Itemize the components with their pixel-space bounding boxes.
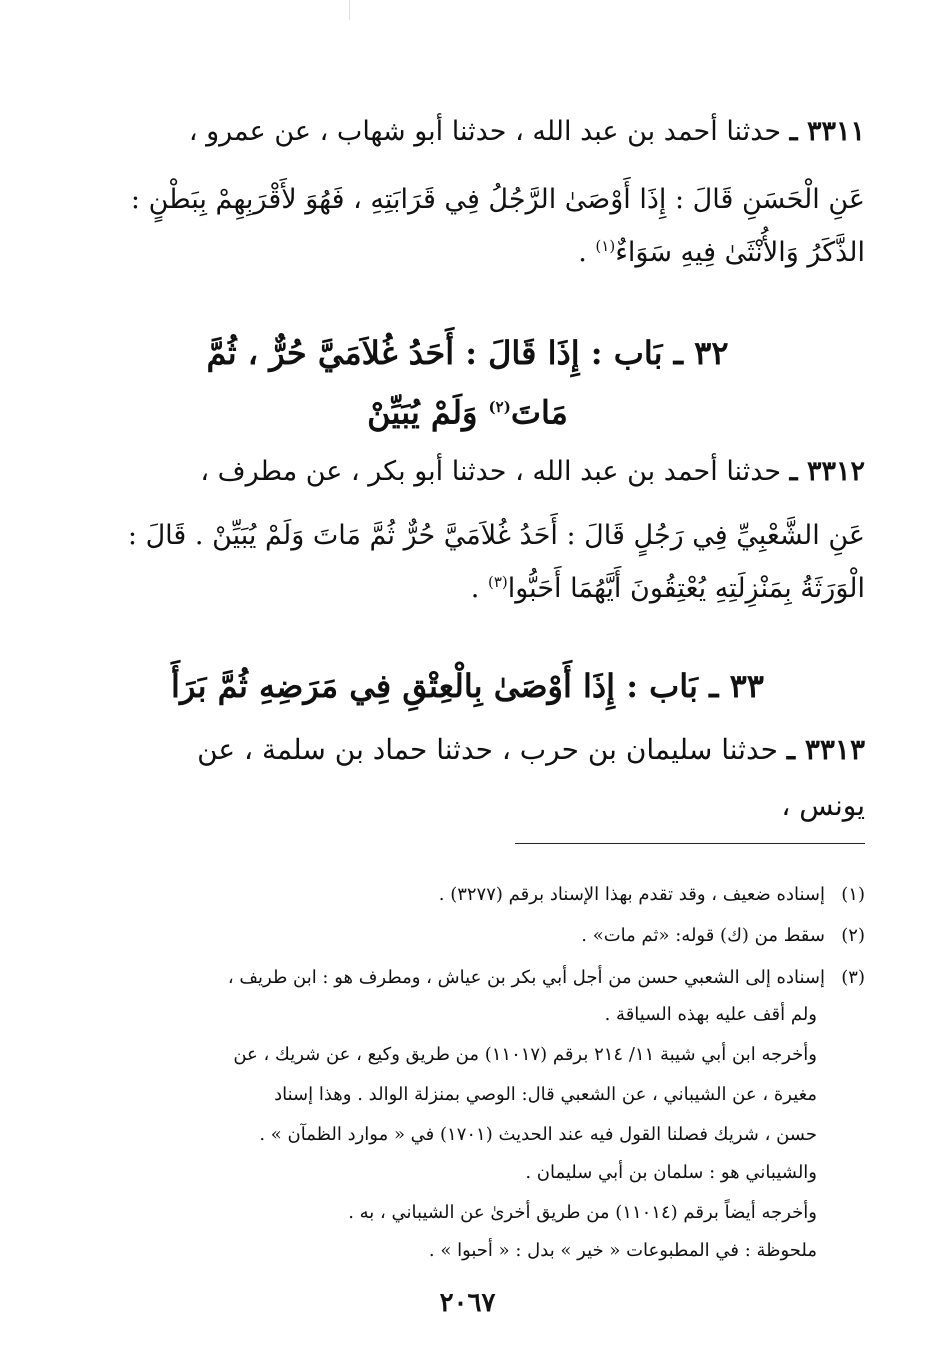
footnote-text: وأخرجه أيضاً برقم (١١٠١٤) من طريق أخرىٰ عن الشيباني ، به .: [348, 1202, 817, 1223]
hadith-matn: الذَّكَرُ وَالأُنْثَىٰ فِيهِ سَوَاءٌ: [615, 237, 865, 268]
footnote-text: وأخرجه ابن أبي شيبة ١١/ ٢١٤ برقم (١١٠١٧) من طريق وكيع ، عن شريك ، عن: [233, 1044, 817, 1065]
hadith-matn: عَنِ الشَّعْبِيِّ فِي رَجُلٍ قَالَ : أَحَدُ غُلاَمَيَّ حُرٌّ ثُمَّ مَاتَ وَلَمْ يُبَيِّنْ . قَالَ :: [127, 520, 865, 551]
hadith-number: ٣٣١٣ ـ: [786, 733, 865, 766]
footnote-3-line: [67, 1158, 817, 1187]
chapter-title: مَاتَ: [510, 393, 568, 432]
hadith-isnad: حدثنا أحمد بن عبد الله ، حدثنا أبو شهاب ، عن عمرو ،: [188, 116, 782, 147]
chapter-heading-32: [70, 330, 865, 376]
hadith-3313-isnad-line: [65, 730, 865, 770]
footnote-text: مغيرة ، عن الشيباني ، عن الشعبي قال: الوصي بمنزلة الوالد . وهذا إسناد: [274, 1084, 817, 1105]
scan-mark: [349, 0, 350, 20]
hadith-isnad: يونس ،: [781, 789, 865, 822]
footnote-text: ولم أقف عليه بهذه السياقة .: [604, 1004, 817, 1025]
chapter-title: ٣٣ ـ بَاب : إِذَا أَوْصَىٰ بِالْعِتْقِ فِي مَرَضِهِ ثُمَّ بَرَأَ: [171, 667, 764, 705]
footnote-3-line: [67, 1236, 817, 1265]
hadith-number: ٣٣١١ ـ: [789, 116, 865, 147]
footnote-number: (١): [841, 884, 865, 905]
footnote-text: إسناده ضعيف ، وقد تقدم بهذا الإسناد برقم (٣٢٧٧) .: [438, 884, 825, 905]
footnote-text: إسناده إلى الشعبي حسن من أجل أبي بكر بن عياش ، ومطرف هو : ابن طريف ،: [227, 967, 825, 988]
footnote-text: سقط من (ك) قوله: «ثم مات» .: [581, 925, 825, 946]
footnote-3-line: [67, 1198, 817, 1227]
hadith-3312-matn-line: [65, 562, 865, 609]
hadith-3311-isnad-line: [65, 112, 865, 152]
chapter-heading-33: [70, 663, 865, 709]
hadith-matn-end: .: [470, 573, 488, 604]
hadith-3313-isnad-cont: [65, 786, 865, 826]
chapter-heading-32-cont: [70, 384, 865, 436]
hadith-matn-end: .: [578, 237, 596, 268]
footnote-text: ملحوظة : في المطبوعات « خير » بدل : « أحبوا » .: [428, 1240, 817, 1261]
page-number: ٢٠٦٧: [439, 1288, 496, 1318]
footnote-number: (٣): [841, 967, 865, 988]
chapter-title: وَلَمْ يُبَيِّنْ: [367, 393, 489, 432]
footnote-ref: (٣): [487, 573, 508, 591]
footnote-3-line: [67, 1000, 817, 1029]
hadith-matn: عَنِ الْحَسَنِ قَالَ : إِذَا أَوْصَىٰ الرَّجُلُ فِي قَرَابَتِهِ ، فَهُوَ لأَقْرَبِهِمْ بِبَطْنٍ :: [130, 184, 865, 215]
footnote-ref: (١): [595, 237, 616, 255]
footnote-number: (٢): [841, 925, 865, 946]
footnote-separator: [515, 843, 865, 844]
chapter-title: ٣٢ ـ بَاب : إِذَا قَالَ : أَحَدُ غُلاَمَيَّ حُرٌّ ، ثُمَّ: [206, 334, 729, 372]
footnote-1: [65, 880, 865, 909]
hadith-3312-isnad-line: [65, 452, 865, 492]
footnote-ref: (٢): [488, 398, 511, 416]
footnote-3-line: [67, 1120, 817, 1149]
hadith-number: ٣٣١٢ ـ: [789, 456, 865, 487]
hadith-3312-matn-line: [65, 516, 865, 556]
hadith-matn: الْوَرَثَةُ بِمَنْزِلَتِهِ يُعْتِقُونَ أَيَّهُمَا أَحَبُّوا: [507, 573, 865, 604]
hadith-isnad: حدثنا أحمد بن عبد الله ، حدثنا أبو بكر ، عن مطرف ،: [200, 456, 782, 487]
footnote-text: حسن ، شريك فصلنا القول فيه عند الحديث (١٧٠١) في « موارد الظمآن » .: [259, 1124, 817, 1145]
footnote-3-line: [67, 1040, 817, 1069]
hadith-3311-matn-line: [65, 226, 865, 273]
footnote-3: [65, 963, 865, 992]
hadith-3311-matn-line: [65, 180, 865, 220]
footnote-3-line: [67, 1080, 817, 1109]
footnote-2: [65, 921, 865, 950]
footnote-text: والشيباني هو : سلمان بن أبي سليمان .: [525, 1162, 817, 1183]
hadith-isnad: حدثنا سليمان بن حرب ، حدثنا حماد بن سلمة ، عن: [197, 733, 778, 766]
